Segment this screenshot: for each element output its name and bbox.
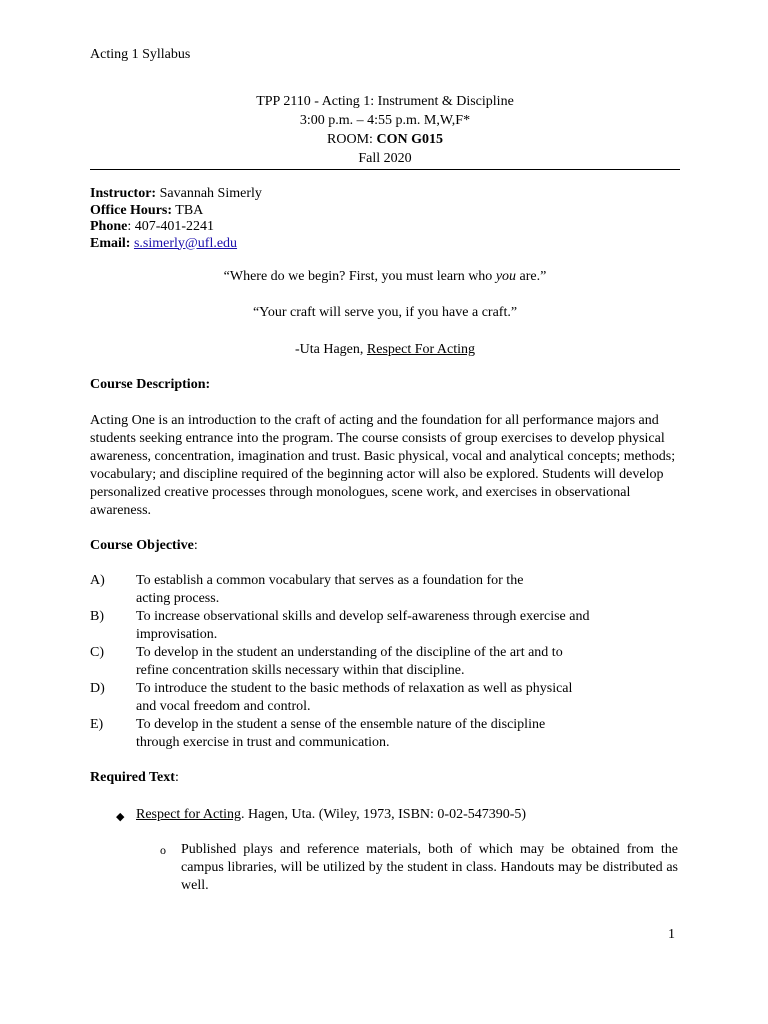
book-title: Respect For Acting (366, 342, 476, 357)
course-header (90, 92, 680, 168)
course-description-heading: Course Description: (90, 377, 211, 392)
email-link[interactable]: s.simerly@ufl.edu (133, 235, 238, 251)
required-book-title: Respect for Acting (136, 807, 241, 822)
running-header: Acting 1 Syllabus (90, 47, 191, 62)
objective-item: D) To introduce the student to the basic methods of relaxation as well as physical and vocal freedom and control. (90, 681, 573, 714)
phone-line: Phone: 407-401-2241 (90, 219, 215, 234)
objective-list (90, 572, 680, 752)
course-title: TPP 2110 - Acting 1: Instrument & Discipline (256, 94, 514, 109)
circle-bullet-icon: o (160, 843, 166, 857)
contact-block (90, 186, 262, 252)
instructor-line: Instructor: Savannah Simerly (90, 186, 262, 201)
quote-two: “Your craft will serve you, if you have a craft.” (252, 305, 518, 320)
course-time: 3:00 p.m. – 4:55 p.m. M,W,F* (299, 113, 471, 128)
objective-item: B) To increase observational skills and develop self-awareness through exercise and improvisation. (90, 609, 590, 642)
room-value: CON G015 (376, 132, 443, 147)
office-hours-line: Office Hours: TBA (90, 202, 204, 218)
quote-attribution: -Uta Hagen, Respect For Acting (294, 342, 476, 357)
diamond-bullet-icon: ◆ (116, 811, 125, 823)
required-text-heading: Required Text: (90, 770, 179, 785)
quote-one: “Where do we begin? First, you must learn who you are.” (223, 269, 547, 284)
course-objective-heading: Course Objective: (90, 538, 198, 553)
course-term: Fall 2020 (358, 151, 412, 166)
header-divider (90, 169, 680, 170)
page-number: 1 (668, 927, 675, 942)
email-line: Email: s.simerly@ufl.edu (90, 235, 238, 251)
objective-item: A) To establish a common vocabulary that serves as a foundation for the acting process. (90, 573, 524, 606)
objective-item: C) To develop in the student an understanding of the discipline of the art and to refine concentration skills necessary within that discipline. (90, 645, 563, 678)
objective-item: E) To develop in the student a sense of the ensemble nature of the discipline through exercise in trust and communication. (90, 717, 546, 750)
course-room: ROOM: CON G015 (327, 132, 443, 147)
course-description-body: Acting One is an introduction to the craft of acting and the foundation for all performance majors and students seeking entrance into the program. The course consists of group exercises to develop physical awareness, concentration, imagination and trust. Basic physical, vocal and analytical concepts; methods; vocabulary; and discipline required of the beginning actor will also be explored. Students will develop personalized creative processes through monologues, scene work, and exercises in observational awareness. (90, 413, 676, 518)
materials-note: Published plays and reference materials, both of which may be obtained from the campus libraries, will be utilized by the student in class. Handouts may be distributed as well. (181, 842, 678, 893)
